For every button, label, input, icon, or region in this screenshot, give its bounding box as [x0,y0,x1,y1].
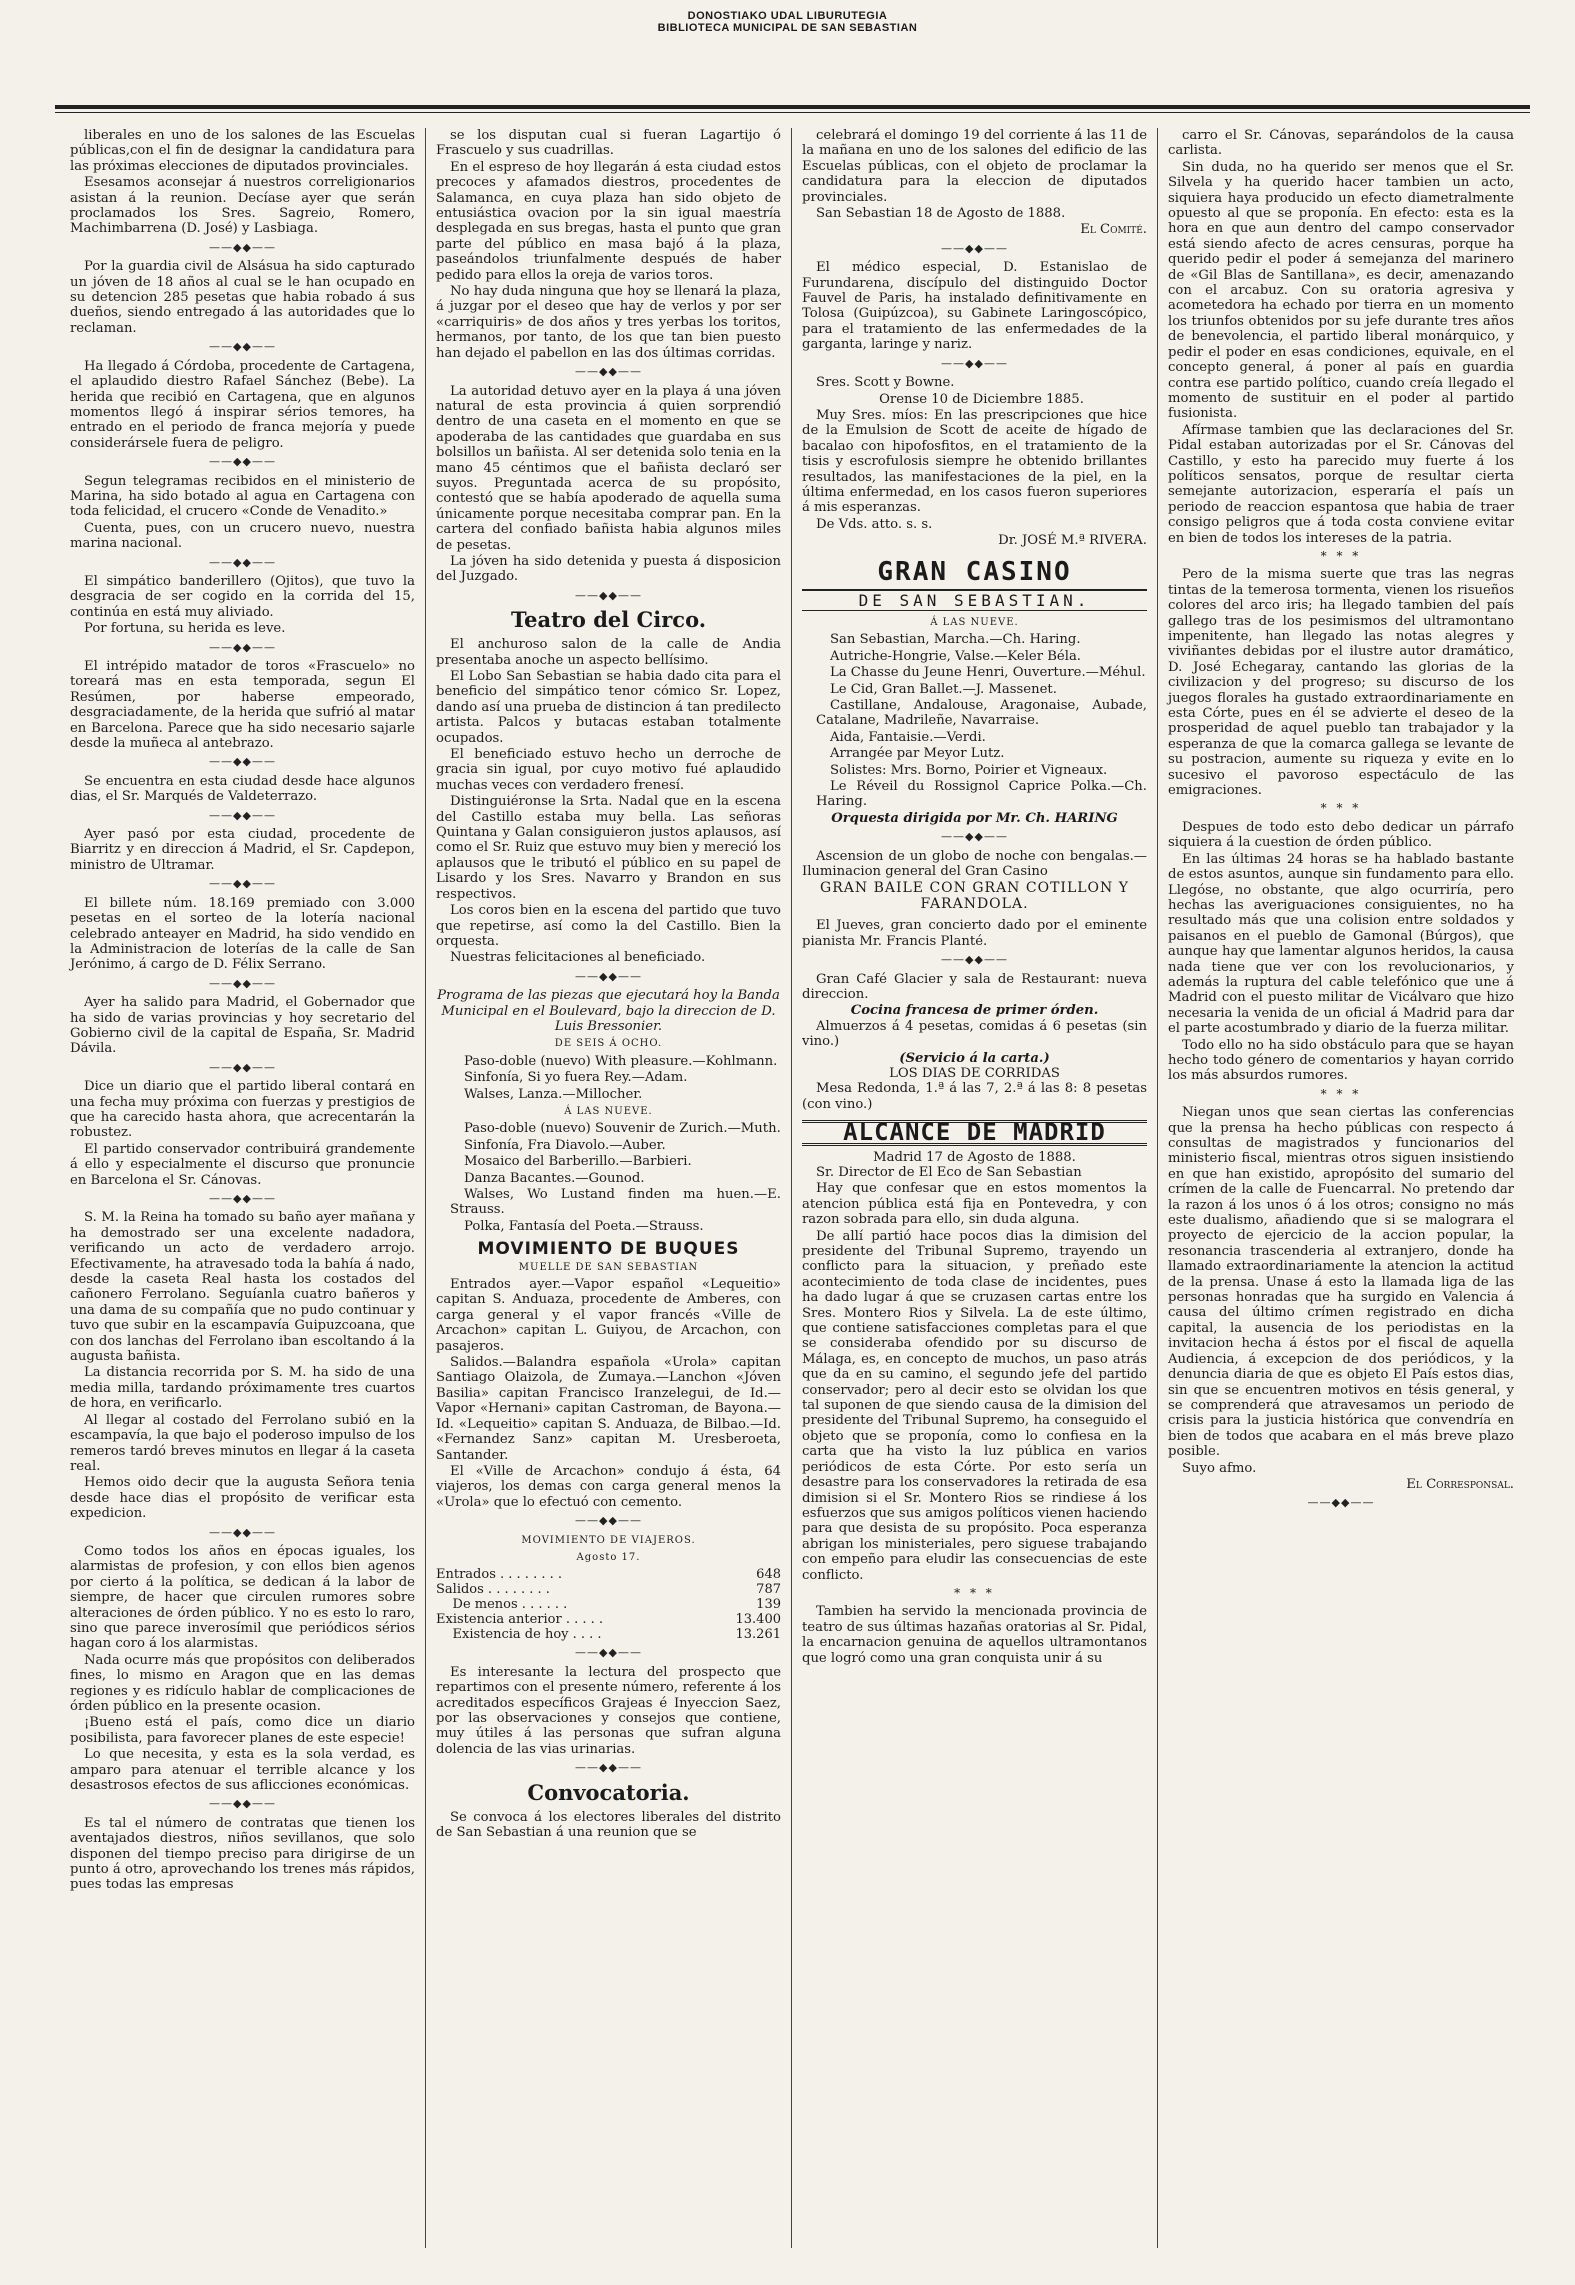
section-heading-buques: MOVIMIENTO DE BUQUES [477,1239,740,1260]
program-item: Aida, Fantaisie.—Verdi. [830,729,986,745]
program-item: Mosaico del Barberillo.—Barbieri. [464,1154,692,1170]
table-cell: De menos . . . . . . [452,1597,568,1613]
newspaper-columns [60,128,1525,2248]
paragraph: Niegan unos que sean ciertas las conferencias que la prensa ha hecho públicas con respecto á consultas de magistrados y funcionarios del ministerio fiscal, mientras otros siguen insistiendo en que han existido, apropósito del sumario del crímen de la calle de Fuencarral. No pretendo dar la razon á los unos ó á los otros; consigno no más este dualismo, añadiendo que si se malograra el proyecto de ejercicio de la accion popular, la resonancia trascenderia al extranjero, donde ha llamado extraordinariamente la atencion la actitud de la prensa. Unase á esto la llamada liga de las personas honradas que ha surgido en Valencia á causa del último crímen registrado en dicha capital, la ausencia de los periodistas en la invitacion hecha á éstos por el fiscal de aquella Audiencia, á excepcion de dos periódicos, y la denuncia diaria de que es objeto El País estos dias, sin que se encuentren motivos en tésis general, y se comprenderá que atravesamos un periodo de crisis para la justicia histórica que convendría en bien de todos que acabara en el más breve plazo posible. [1168,1105,1514,1460]
paragraph: El «Ville de Arcachon» condujo á ésta, 64 viajeros, los demas con carga general menos la «Urola» que lo efectuó con cemento. [436,1463,781,1510]
paragraph: Ha llegado á Córdoba, procedente de Cartagena, el aplaudido diestro Rafael Sánchez (Bebe). La herida que recibió en Cartagena, que en algunos momentos llegó á inspirar sérios temores, ha entrado en el periodo de franca mejoría y puede considerársele fuera de peligro. [70,358,415,451]
dateline: Orense 10 de Diciembre 1885. [879,391,1084,407]
paragraph: Es tal el número de contratas que tienen los aventajados diestros, niños sevillanos, que solo disponen del tiempo preciso para dirigirse de un punto á otro, aprovechando los trenes más rápidos, pues todas las empresas [70,1815,415,1893]
signature: El Corresponsal. [1406,1476,1514,1492]
paragraph: Hemos oido decir que la augusta Señora tenia desde hace dias el propósito de verificar esta expedicion. [70,1475,415,1522]
paragraph: Ayer pasó por esta ciudad, procedente de Biarritz y en direccion á Madrid, el Sr. Capdepon, ministro de Ultramar. [70,827,415,873]
paragraph: No hay duda ninguna que hoy se llenará la plaza, á juzgar por el deseo que hay de verlos y por ser «carriquiris» de dos años y tres yerbas los toritos, hermanos, por tanto, de los que tan bien puesto han dejado el pabellon en las dos últimas corridas. [436,284,781,361]
alcance-date: Madrid 17 de Agosto de 1888. [873,1149,1076,1165]
ornament-divider: ——◆◆—— [941,356,1008,370]
subheading-viajeros: MOVIMIENTO DE VIAJEROS. [521,1534,696,1546]
asterism: * * * [1320,1086,1362,1101]
ornament-divider: ——◆◆—— [209,755,276,769]
paragraph: Pero de la misma suerte que tras las negras tintas de la temerosa tormenta, vienen los risueños colores del arco iris; ha llegado tambien del país gallego tras de los pesimismos del ultramontano impenitente, han llegado las notas alegres y viviñantes debidas por el ilustre autor dramático, D. José Echegaray, cantando las glorias de la civilizacion y del progreso; su discurso de los juegos florales ha gustado extraordinariamente en esta Córte, pues en él se advierte el deseo de la prosperidad de aquel pueblo tan trabajador y la esperanza de que la comarca gallega se levante de su postracion, aumente su riqueza y evite en lo sucesivo el pavoroso espectáculo de las emigraciones. [1168,567,1514,799]
paragraph: Dice un diario que el partido liberal contará en una fecha muy próxima con fuerzas y prestigios de que ha carecido hasta ahora, que acrecentarán la robustez. [70,1079,415,1141]
ornament-divider: ——◆◆—— [209,1060,276,1074]
paragraph: El Lobo San Sebastian se habia dado cita para el beneficio del simpático tenor cómico Sr. Lopez, dando así una prueba de distincion á tan predilecto artista. Palcos y butacas estaban totalmente ocupados. [436,669,781,746]
paragraph: liberales en uno de los salones de las Escuelas públicas,con el fin de designar la candidatura para las próximas elecciones de diputados provinciales. [70,128,415,174]
ornament-divider: ——◆◆—— [209,877,276,891]
ornament-divider: ——◆◆—— [941,953,1008,967]
signature: El Comité. [1080,222,1147,238]
program-item: Castillane, Andalouse, Aragonaise, Aubade, Catalane, Madrileñe, Navarraise. [816,698,1147,729]
program-item: Walses, Wo Lustand finden ma huen.—E. Strauss. [450,1187,781,1218]
paragraph: Mesa Redonda, 1.ª á las 7, 2.ª á las 8: 8 pesetas (con vino.) [802,1081,1147,1112]
alcance-salutation: Sr. Director de El Eco de San Sebastian [816,1164,1082,1180]
paragraph: Distinguiéronse la Srta. Nadal que en la escena del Castillo estaba muy bella. Las señoras Quintana y Galan consiguieron justos aplausos, así como el Sr. Ruiz que estuvo muy bien y mereció los aplausos que le tributó el público en su papel de Lisardo y los Sres. Navarro y Brandon en sus respectivos. [436,794,781,902]
paragraph: Entrados ayer.—Vapor español «Lequeitio» capitan S. Anduaza, procedente de Amberes, con carga general y el vapor francés «Ville de Arcachon» capitan L. Guiyou, de Arcachon, con pasajeros. [436,1277,781,1354]
asterism: * * * [954,1585,995,1600]
paragraph: carro el Sr. Cánovas, separándolos de la causa carlista. [1168,128,1514,159]
ornament-divider: ——◆◆—— [1307,1496,1375,1510]
ornament-divider: ——◆◆—— [575,969,642,983]
viajeros-table [436,1567,781,1642]
paragraph: De allí partió hace pocos dias la dimision del presidente del Tribunal Supremo, trayendo un conflicto para la situacion, y preñado este acontecimiento de toda clase de incidentes, pues ha dado lugar á que se cruzasen cartas entre los Sres. Montero Rios y Silvela. La de este último, que contiene satisfacciones completas para el que se consideraba ofendido por su discurso de Málaga, es, en concepto de muchos, un paso atrás que da en su camino, el segundo jefe del partido conservador; pero al decir esto se olvidan los que tal suponen de que siendo causa de la dimision del presidente del Tribunal Supremo, ha conseguido el objeto que se proponía, como lo confiesa en la carta que ha visto la luz pública en varios periódicos de esta Córte. Por esto sería un desastre para los conservadores la retirada de esa dimision si el Sr. Montero Rios se rindiese á los esfuerzos que sus amigos políticos vienen haciendo para que desista de su propósito. Poca esperanza abrigan los ministeriales, pero siguese trabajando con empeño para eludir las consecuencias de este conflicto. [802,1228,1147,1583]
ornament-divider: ——◆◆—— [209,1525,276,1539]
program-item: Polka, Fantasía del Poeta.—Strauss. [464,1218,704,1234]
paragraph: Lo que necesita, y esta es la sola verdad, es amparo para atenuar el terrible alcance y los desastrosos efectos de sus aflicciones económicas. [70,1747,415,1794]
ornament-divider: ——◆◆—— [941,830,1008,844]
program-item: Danza Bacantes.—Gounod. [464,1170,645,1186]
program-item: Sinfonía, Fra Diavolo.—Auber. [464,1137,666,1153]
paragraph: El intrépido matador de toros «Frascuelo» no toreará mas en esta temporada, segun El Resúmen, por haberse empeorado, desgraciadamente, de la herida que sufrió al matar en Barcelona. Parece que ha sido necesario sajarle desde la muñeca al antebrazo. [70,659,415,752]
ornament-divider: ——◆◆—— [209,1797,276,1811]
paragraph: Esesamos aconsejar á nuestros correligionarios asistan á la reunion. Decíase ayer que serán proclamados los Sres. Sagreio, Romero, Machimbarrena (D. José) y Lasbiaga. [70,175,415,237]
program-item: Le Cid, Gran Ballet.—J. Massenet. [830,681,1057,697]
signature: Dr. JOSÉ M.ª RIVERA. [998,533,1147,549]
table-cell: Entrados . . . . . . . . [436,1567,562,1583]
section-heading-convocatoria: Convocatoria. [527,1779,690,1805]
paragraph: Los coros bien en la escena del partido que tuvo que repetirse, así como la del Castillo. Bien la orquesta. [436,903,781,949]
paragraph: celebrará el domingo 19 del corriente á las 11 de la mañana en uno de los salones del edificio de las Escuelas públicas, con el objeto de proclamar la candidatura para la eleccion de diputados provinciales. [802,128,1147,205]
ornament-divider: ——◆◆—— [209,340,276,354]
paragraph: Por fortuna, su herida es leve. [84,621,286,637]
table-cell: Salidos . . . . . . . . [436,1582,550,1598]
column-1 [60,128,426,2248]
paragraph: Salidos.—Balandra española «Urola» capitan Santiago Olaizola, de Zumaya.—Lanchon «Jóven Basilia» capitan Francisco Iranzelegui, de Id.—Vapor «Hernani» capitan Castroman, de Bayona.—Id. «Lequeitio» capitan S. Anduaza, de Bilbao.—Id. «Fernandez Sanz» capitan M. Uresberoeta, Santander. [436,1355,781,1463]
header-line-2: BIBLIOTECA MUNICIPAL DE SAN SEBASTIAN [657,22,918,34]
ornament-divider: ——◆◆—— [575,1646,642,1660]
program-title: Programa de las piezas que ejecutará hoy la Banda Municipal en el Boulevard, bajo la direccion de D. Luis Bressonier. [437,988,780,1034]
paragraph: Se encuentra en esta ciudad desde hace algunos dias, el Sr. Marqués de Valdeterrazo. [70,773,415,805]
paragraph: Tambien ha servido la mencionada provincia de teatro de sus últimas hazañas oratorias al Sr. Pidal, la encarnacion genuina de aquellos ultramontanos que logró como una gran conquista unir á su [802,1604,1147,1666]
paragraph: En el espreso de hoy llegarán á esta ciudad estos precoces y afamados diestros, procedentes de Salamanca, en cuya plaza han sido objeto de entusiástica ovacion por la sin igual maestría desplegada en sus bregas, hasta el punto que gran parte del público en masa bajó á la plaza, paseándolos triunfalmente después de haber pedido para ellos la oreja de varios toros. [436,159,781,283]
table-row [436,1582,781,1597]
paragraph: El anchuroso salon de la calle de Andia presentaba anoche un aspecto bellísimo. [436,637,781,668]
ornament-divider: ——◆◆—— [575,1514,642,1528]
casino-subheading: DE SAN SEBASTIAN. [802,589,1147,611]
program-item: Paso-doble (nuevo) Souvenir de Zurich.—Muth. [464,1121,781,1137]
paragraph: La jóven ha sido detenida y puesta á disposicion del Juzgado. [436,553,781,585]
column-4 [1158,128,1524,2248]
section-heading-teatro: Teatro del Circo. [510,607,707,633]
column-3 [792,128,1158,2248]
program-item: Le Réveil du Rossignol Caprice Polka.—Ch. Haring. [816,779,1147,810]
paragraph: Hay que confesar que en estos momentos la atencion pública está fija en Pontevedra, y con razon sobrada para ello, sin duda alguna. [802,1181,1147,1228]
paragraph: S. M. la Reina ha tomado su baño ayer mañana y ha demostrado ser una excelente nadadora, verificando un acto de verdadero arrojo. Efectivamente, ha atravesado toda la bahía á nado, desde la caseta Real hasta los costados del cañonero Ferrolano. Seguíanla cuatro bañeros y una dama de su compañía que no pudo continuar y tuvo que subir en la escampavía Guipuzcoana, que con dos lanchas del Ferrolano iban escoltando á la augusta bañista. [70,1210,415,1365]
ornament-divider: ——◆◆—— [209,240,276,254]
gran-baile-line: GRAN BAILE CON GRAN COTILLON Y FARANDOLA. [820,880,1129,912]
program-item: Arrangée par Meyor Lutz. [830,746,1005,762]
subheading-muelle: MUELLE DE SAN SEBASTIAN [518,1261,699,1273]
table-row [436,1627,781,1642]
paragraph: El médico especial, D. Estanislao de Furundarena, discípulo del distinguido Doctor Fauvel de Paris, ha instalado definitivamente en Tolosa (Guipúzcoa), su Gabinete Laringoscópico, para el tratamiento de las enfermedades de la garganta, laringe y nariz. [802,260,1147,353]
table-cell: 787 [756,1582,781,1598]
paragraph: Ayer ha salido para Madrid, el Gobernador que ha sido de varias provincias y hoy secretario del Gobierno civil de la capital de España, Sr. Madrid Dávila. [70,995,415,1057]
orquesta-line: Orquesta dirigida por Mr. Ch. HARING [831,810,1118,826]
paragraph: Afírmase tambien que las declaraciones del Sr. Pidal estaban autorizadas por el Sr. Cánovas del Castillo, y esto ha parecido muy fuerte á los políticos sensatos, porque de resultar cierta semejante autorizacion, esperaría el país un periodo de reaccion espantosa que habia de traer consigo peligros que á toda costa conviene evitar en bien de todos los intereses de la patria. [1168,422,1514,546]
asterism: * * * [1320,801,1362,816]
program-time: DE SEIS Á OCHO. [554,1038,663,1050]
cocina-line: Cocina francesa de primer órden. [850,1003,1099,1019]
header-line-1: DONOSTIAKO UDAL LIBURUTEGIA [687,10,888,22]
program-item: San Sebastian, Marcha.—Ch. Haring. [830,632,1081,648]
ornament-divider: ——◆◆—— [209,640,276,654]
program-time: Á LAS NUEVE. [564,1105,653,1117]
paragraph: Nada ocurre más que propósitos con deliberados fines, lo mismo en Aragon que en las demas regiones y es ridículo hablar de complicaciones de órden público en la presente ocasion. [70,1652,415,1714]
paragraph: Segun telegramas recibidos en el ministerio de Marina, ha sido botado al agua en Cartagena con toda felicidad, el crucero «Conde de Venadito.» [70,473,415,520]
top-rule-thin [55,112,1530,113]
paragraph: La distancia recorrida por S. M. ha sido de una media milla, tardando próximamente tres cuartos de hora, en verificarlo. [70,1365,415,1412]
paragraph: El partido conservador contribuirá grandemente á ello y especialmente el discurso que pronuncie en Barcelona el Sr. Cánovas. [70,1141,415,1188]
table-cell: Existencia anterior . . . . . [436,1612,604,1628]
ornament-divider: ——◆◆—— [941,241,1008,255]
ornament-divider: ——◆◆—— [209,555,276,569]
program-item: Walses, Lanza.—Millocher. [464,1086,643,1102]
ornament-divider: ——◆◆—— [575,588,642,602]
paragraph: Ascension de un globo de noche con bengalas.—Iluminacion general del Gran Casino [802,848,1147,880]
paragraph: El beneficiado estuvo hecho un derroche de gracia sin igual, por cuyo motivo fué aplaudido muchas veces con verdadero frenesí. [436,747,781,793]
table-cell: 13.261 [735,1627,781,1643]
top-rule [55,105,1530,109]
paragraph: Suyo afmo. [1182,1460,1257,1476]
page-header [0,10,1575,34]
table-cell: 13.400 [735,1612,781,1628]
program-item: Paso-doble (nuevo) With pleasure.—Kohlmann. [464,1053,778,1069]
paragraph: El simpático banderillero (Ojitos), que tuvo la desgracia de ser cogido en la corrida del 15, continúa en está muy aliviado. [70,573,415,620]
paragraph: Muy Sres. míos: En las prescripciones que hice de la Emulsion de Scott de aceite de hígado de bacalao con hipofosfitos, en el tratamiento de la tisis y escrofulosis siempre he obtenido brillantes resultados, las manifestaciones de la piel, en la última enfermedad, en los casos fueron superiores á mis esperanzas. [802,407,1147,516]
ornament-divider: ——◆◆—— [575,1761,642,1775]
paragraph: Todo ello no ha sido obstáculo para que se hayan hecho todo género de comentarios y hayan corrido los más absurdos rumores. [1168,1037,1514,1084]
program-item: Autriche-Hongrie, Valse.—Keler Béla. [830,648,1081,664]
dateline: San Sebastian 18 de Agosto de 1888. [816,206,1066,222]
program-item: Sinfonía, Si yo fuera Rey.—Adam. [464,1070,688,1086]
section-heading-casino: GRAN CASINO [877,556,1072,587]
paragraph: Sres. Scott y Bowne. [816,375,955,391]
ornament-divider: ——◆◆—— [209,1192,276,1205]
corridas-line: LOS DIAS DE CORRIDAS [889,1065,1060,1081]
casino-program [802,632,1147,809]
paragraph: Gran Café Glacier y sala de Restaurant: nueva direccion. [802,971,1147,1002]
paragraph: La autoridad detuvo ayer en la playa á una jóven natural de esta provincia á quien sorprendió dentro de una caseta en el momento en que se apoderaba de las cantidades que guardaba en sus bolsillos un bañista. Al ser detenida solo tenia en la mano 45 céntimos que el bañista declaró ser suyos. Preguntada acerca de su propósito, contestó que se había apoderado de aquella suma únicamente porque necesitaba comprar pan. En la cartera del confiado bañista habia algunos miles de pesetas. [436,383,781,553]
paragraph: Despues de todo esto debo dedicar un párrafo siquiera á la cuestion de órden público. [1168,819,1514,851]
program-item: La Chasse du Jeune Henri, Ouverture.—Méhul. [830,665,1146,681]
paragraph: Por la guardia civil de Alsásua ha sido capturado un jóven de 18 años al cual se le han ocupado en su detencion 285 pesetas que habia robado á sus dueños, siendo entregado á las autoridades que lo reclaman. [70,259,415,336]
ornament-divider: ——◆◆—— [209,455,276,469]
ornament-divider: ——◆◆—— [209,976,276,990]
paragraph: ¡Bueno está el país, como dice un diario posibilista, para favorecer planes de este especie! [70,1715,415,1746]
paragraph: El Jueves, gran concierto dado por el eminente pianista Mr. Francis Planté. [802,918,1147,949]
paragraph: Sin duda, no ha querido ser menos que el Sr. Silvela y ha querido hacer tambien un acto, siquiera haya producido un efecto diametralmente opuesto al que se proponía. En efecto: esta es la hora en que aun dentro del campo conservador está siendo afecto de acres censuras, porque ha querido pedir el poder á semejanza del marinero de «Gil Blas de Santillana», es decir, amenazando con el arcabuz. Con su oratoria agresiva y acometedora ha echado por tierra en un momento los triunfos obtenidos por su jefe durante tres años de benevolencia, el partido liberal monárquico, y pedir el poder en esas condiciones, equivale, en el concepto general, á poner al país en guardia contra ese partido político, cuando creía llegado el momento de sustituir en el poder al partido fusionista. [1168,159,1514,422]
paragraph: Es interesante la lectura del prospecto que repartimos con el presente número, referente á los acreditados específicos Grajeas é Inyeccion Saez, por las observaciones y consejos que contiene, muy útiles á las personas que sufran alguna dolencia de las vias urinarias. [436,1664,781,1757]
paragraph: se los disputan cual si fueran Lagartijo ó Frascuelo y sus cuadrillas. [436,128,781,159]
paragraph: Cuenta, pues, con un crucero nuevo, nuestra marina nacional. [70,520,415,552]
paragraph: De Vds. atto. s. s. [816,516,933,532]
servicio-line: (Servicio á la carta.) [899,1050,1050,1066]
paragraph: En las últimas 24 horas se ha hablado bastante de estos asuntos, aunque sin fundamento para ello. Llegóse, no obstante, que algo ocurriría, pero hechas las averiguaciones consiguientes, no ha resultado más que una colision entre soldados y paisanos en el pueblo de Gamonal (Búrgos), que aunque hay que lamentar algunos heridos, la causa nada tiene que ver con los revolucionarios, y además la ruptura del cable telefónico que une á Madrid con el puesto militar de Vicálvaro que hizo necesaria la venida de un oficial á Madrid para dar el parte acostumbrado y diario de la fuerza militar. [1168,851,1514,1037]
table-cell: 648 [756,1567,781,1583]
paragraph: Al llegar al costado del Ferrolano subió en la escampavía, la que bajo el poderoso impulso de los remeros tardó breves minutos en llegar á la caseta real. [70,1412,415,1474]
viajeros-date: Agosto 17. [576,1551,641,1563]
ornament-divider: ——◆◆—— [209,808,276,822]
program-item: Solistes: Mrs. Borno, Poirier et Vigneaux. [830,762,1108,778]
program-list-1 [436,1054,781,1102]
section-heading-alcance: ALCANCE DE MADRID [802,1120,1147,1145]
column-2 [426,128,792,2248]
table-row [436,1597,781,1612]
asterism: * * * [1320,548,1362,563]
casino-time: Á LAS NUEVE. [930,616,1019,628]
table-row [436,1567,781,1582]
table-row [436,1612,781,1627]
program-list-2 [436,1121,781,1234]
paragraph: Como todos los años en épocas iguales, los alarmistas de profesion, y con ellos bien agenos por cierto á la política, se dedican á la labor de siempre, de hacer que circulen rumores sobre alteraciones de órden público. Y no es esto lo raro, sino que parece inverosímil que periódicos sérios hagan coro á los alarmistas. [70,1543,415,1652]
paragraph: Almuerzos á 4 pesetas, comidas á 6 pesetas (sin vino.) [802,1018,1147,1050]
paragraph: Se convoca á los electores liberales del distrito de San Sebastian á una reunion que se [436,1809,781,1840]
table-cell: 139 [756,1597,781,1613]
paragraph: El billete núm. 18.169 premiado con 3.000 pesetas en el sorteo de la lotería nacional celebrado anteayer en Madrid, ha sido vendido en la Administracion de loterías de la calle de San Jerónimo, á cargo de D. Félix Serrano. [70,895,415,973]
ornament-divider: ——◆◆—— [575,365,642,379]
table-cell: Existencia de hoy . . . . [452,1627,602,1643]
paragraph: Nuestras felicitaciones al beneficiado. [450,950,706,966]
